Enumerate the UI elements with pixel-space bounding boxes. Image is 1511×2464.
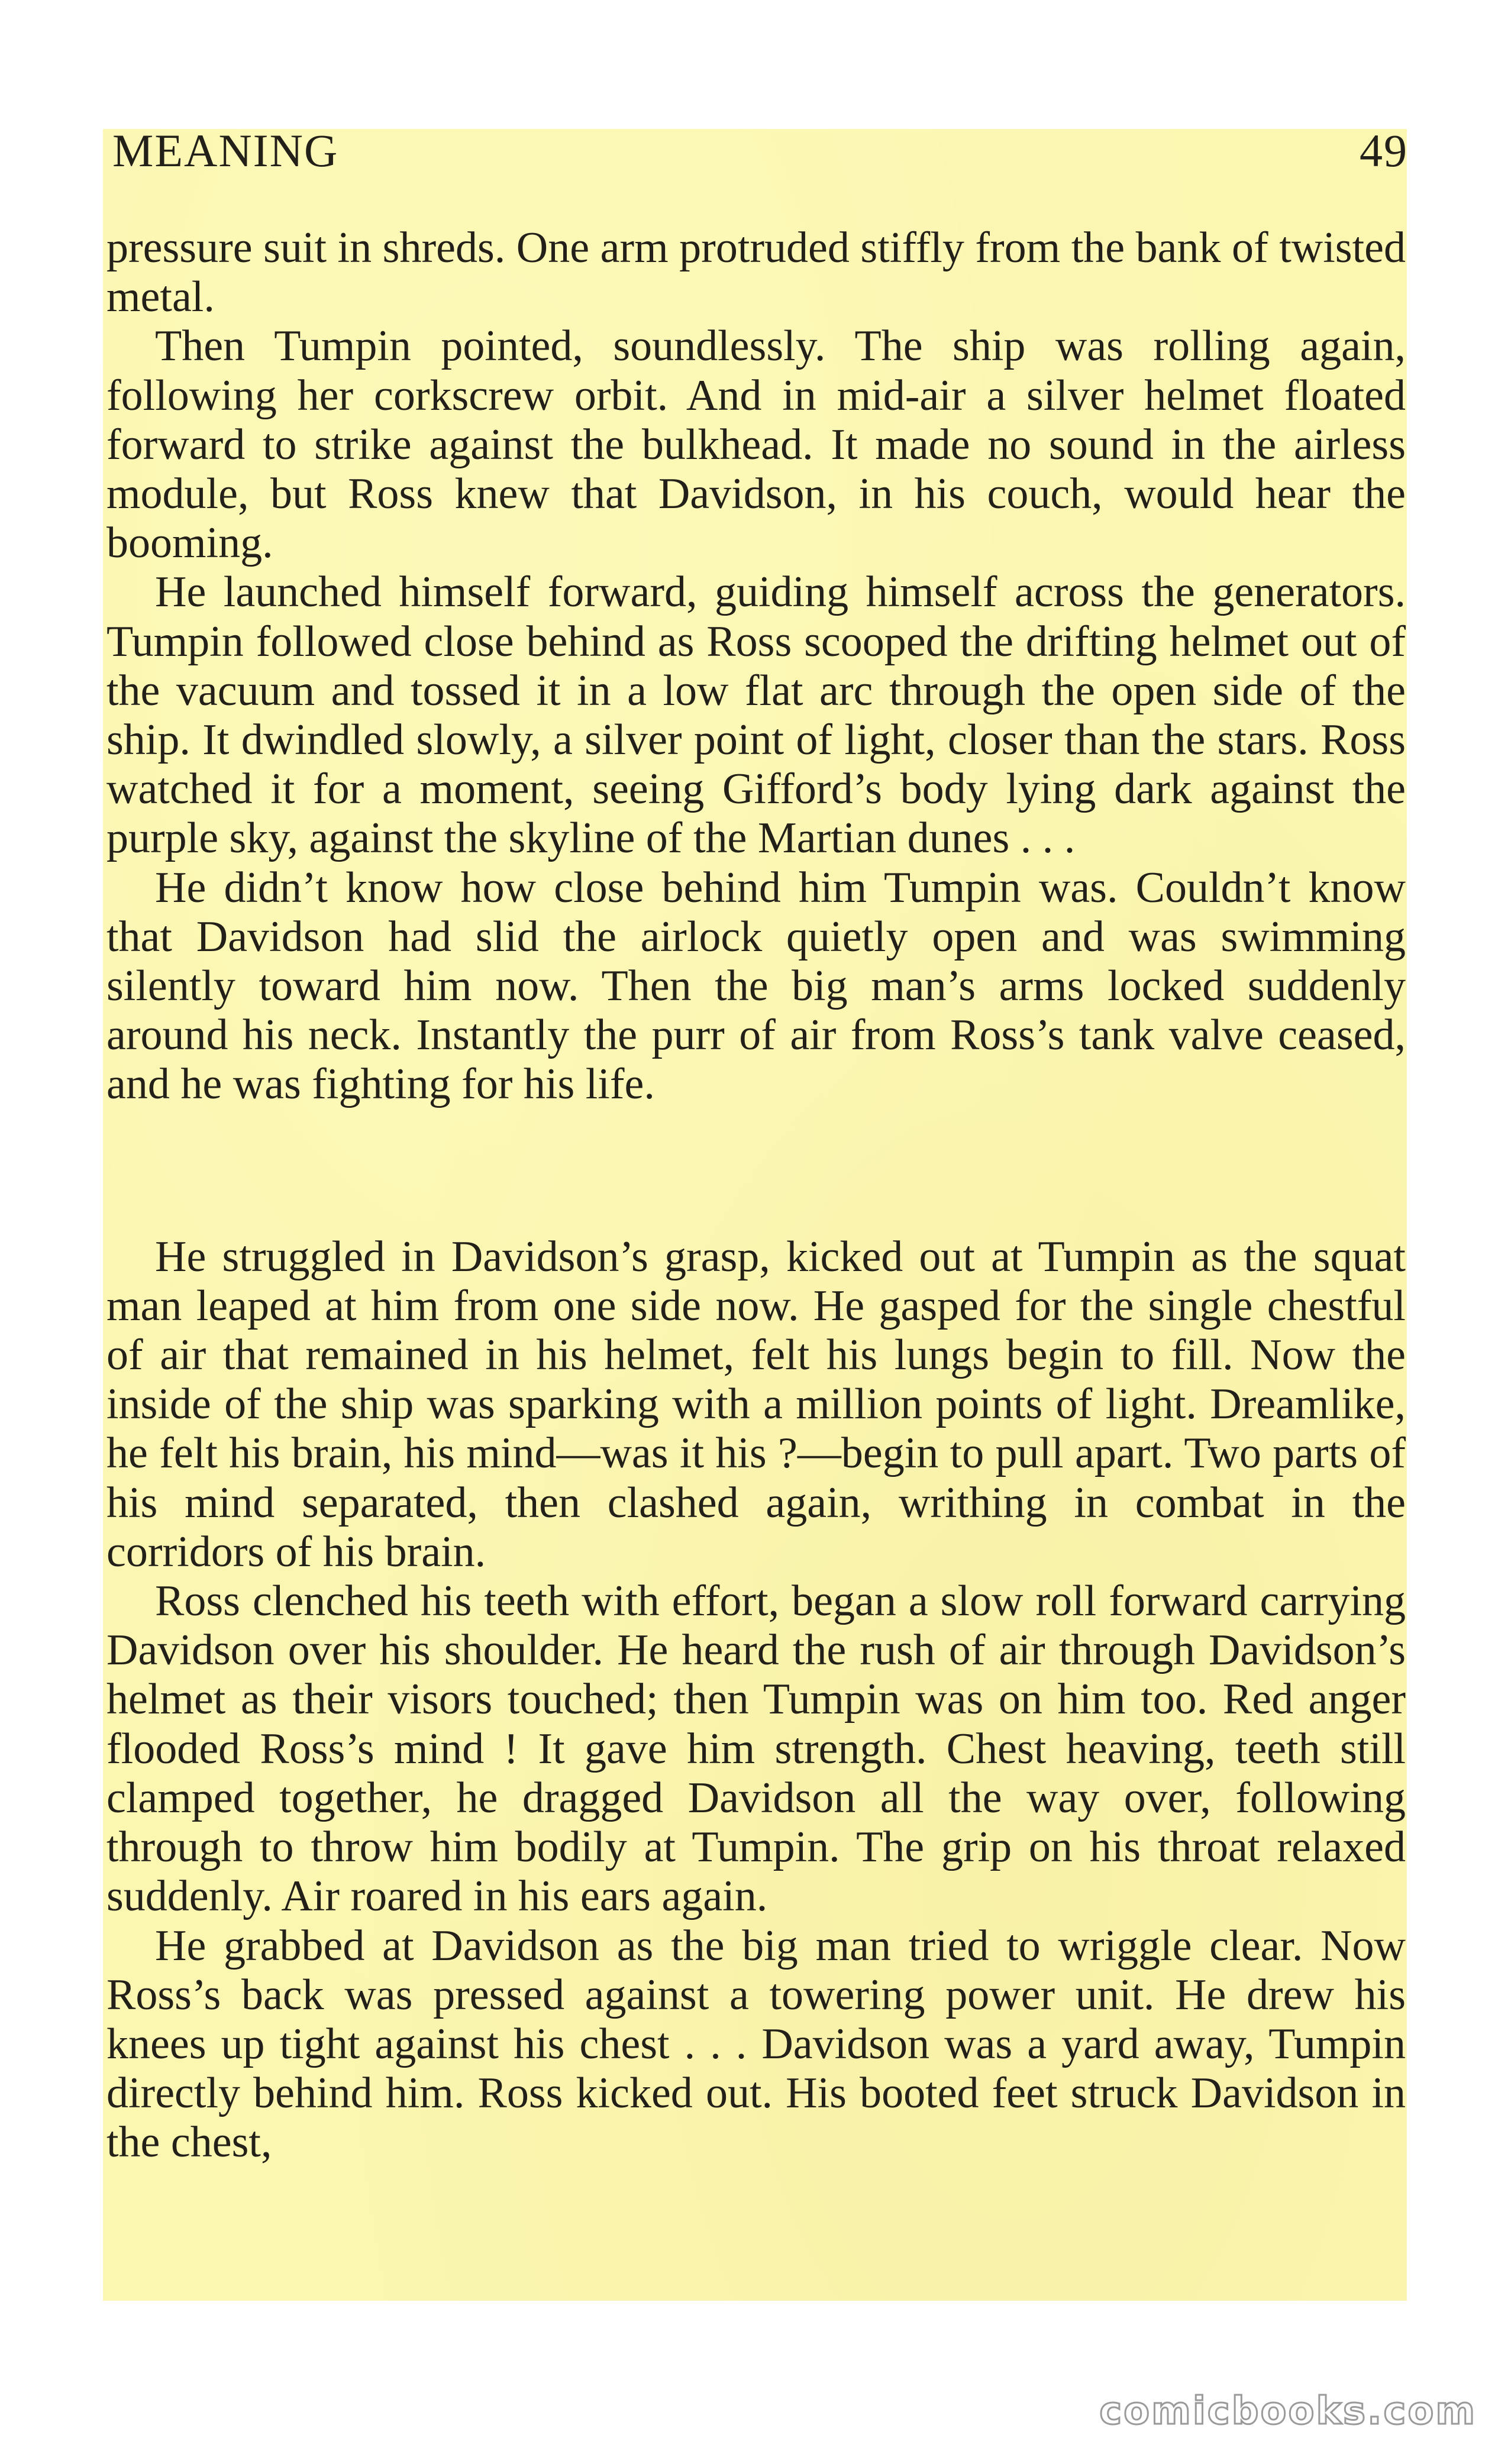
paragraph: pressure suit in shreds. One arm protruded stiffly from the bank of twisted metal. [106,224,1406,322]
page-number: 49 [1360,125,1408,176]
paragraph: He struggled in Davidson’s grasp, kicked out at Tumpin as the squat man leaped at him from one side now. He gasped for the single chestful of air that remained in his helmet, felt his lungs begin to fill. Now the inside of the ship was sparking with a million points of light. Dreamlike, he felt his brain, his mind—was it his ?—begin to pull apart. Two parts of his mind separated, then clashed again, writhing in combat in the corridors of his brain. [106,1232,1406,1576]
paragraph: He launched himself forward, guiding himself across the generators. Tumpin followed close behind as Ross scooped the drifting helmet out of the vacuum and tossed it in a low flat arc through the open side of the ship. It dwindled slowly, a silver point of light, closer than the stars. Ross watched it for a moment, seeing Gifford’s body lying dark against the purple sky, against the skyline of the Martian dunes . . . [106,568,1406,863]
site-watermark: comicbooks.com [1099,2389,1477,2433]
paragraph: Then Tumpin pointed, soundlessly. The ship was rolling again, following her corkscrew orbit. And in mid-air a silver helmet floated forward to strike against the bulkhead. It made no sound in the airless module, but Ross knew that Davidson, in his couch, would hear the booming. [106,322,1406,568]
paragraph: He didn’t know how close behind him Tumpin was. Couldn’t know that Davidson had slid the airlock quietly open and was swimming silently toward him now. Then the big man’s arms locked suddenly around his neck. Instantly the purr of air from Ross’s tank valve ceased, and he was fighting for his life. [106,863,1406,1109]
paragraph: Ross clenched his teeth with effort, began a slow roll forward carrying Davidson over his shoulder. He heard the rush of air through Davidson’s helmet as their visors touched; then Tumpin was on him too. Red anger flooded Ross’s mind ! It gave him strength. Chest heaving, teeth still clamped together, he dragged Davidson all the way over, following through to throw him bodily at Tumpin. The grip on his throat relaxed suddenly. Air roared in his ears again. [106,1577,1406,1921]
paragraph: He grabbed at Davidson as the big man tried to wriggle clear. Now Ross’s back was pressed against a towering power unit. He drew his knees up tight against his chest . . . Davidson was a yard away, Tumpin directly behind him. Ross kicked out. His booted feet struck Davidson in the chest, [106,1921,1406,2167]
body-text [106,224,1406,2168]
section-title: MEANING [112,125,339,176]
running-head [112,124,1408,181]
section-break [106,1110,1406,1233]
